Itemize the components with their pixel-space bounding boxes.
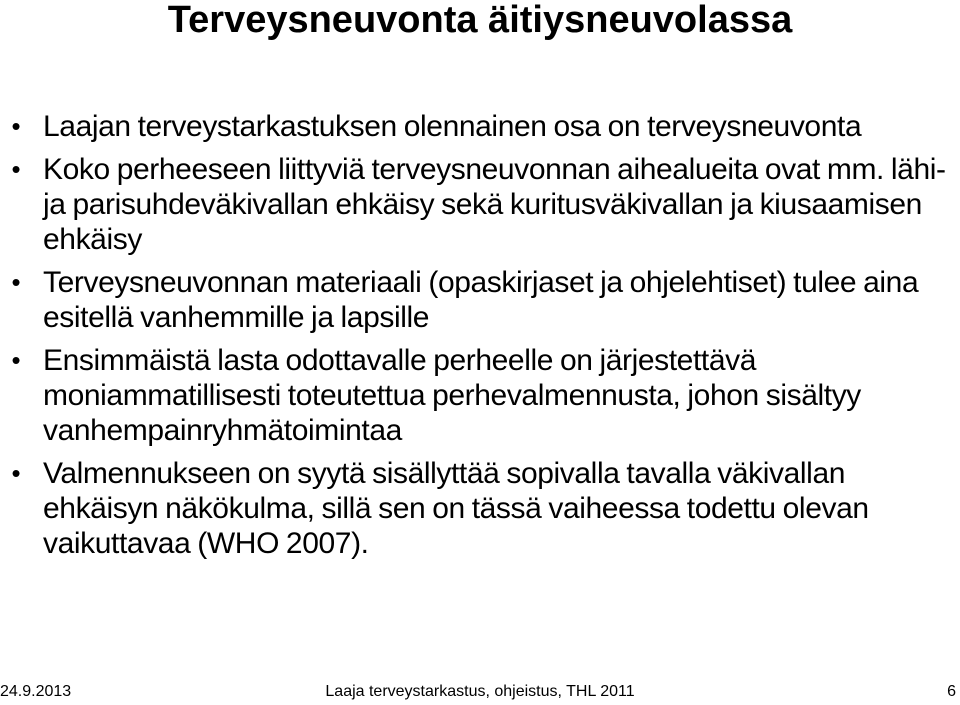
bullet-item bbox=[0, 456, 960, 561]
slide-footer bbox=[0, 682, 960, 702]
slide-title: Terveysneuvonta äitiysneuvolassa bbox=[167, 0, 793, 41]
bullet-item bbox=[0, 109, 960, 144]
bullet-item bbox=[0, 265, 960, 335]
bullet-text: Terveysneuvonnan materiaali (opaskirjaset ja ohjelehtiset) tulee aina esitellä vanhemmille ja lapsille bbox=[43, 266, 919, 334]
bullet-item bbox=[0, 343, 960, 448]
bullet-text: Laajan terveystarkastuksen olennainen osa on terveysneuvonta bbox=[43, 110, 862, 143]
bullet-icon: • bbox=[11, 267, 21, 297]
bullet-text: Valmennukseen on syytä sisällyttää sopivalla tavalla väkivallan ehkäisyn näkökulma, sillä sen on tässä vaiheessa todettu olevan vaikuttavaa (WHO 2007). bbox=[43, 457, 869, 560]
bullet-icon: • bbox=[11, 111, 21, 141]
bullet-icon: • bbox=[11, 154, 21, 184]
page-number: 6 bbox=[947, 683, 956, 700]
bullet-text: Koko perheeseen liittyviä terveysneuvonnan aihealueita ovat mm. lähi- ja parisuhdeväkivallan ehkäisy sekä kuritusväkivallan ja kiusaamisen ehkäisy bbox=[43, 153, 946, 256]
bullet-item bbox=[0, 152, 960, 257]
footer-source: Laaja terveystarkastus, ohjeistus, THL 2011 bbox=[325, 683, 635, 700]
bullet-list bbox=[0, 109, 960, 561]
footer-date: 24.9.2013 bbox=[0, 683, 72, 700]
bullet-icon: • bbox=[11, 458, 21, 488]
bullet-icon: • bbox=[11, 345, 21, 375]
bullet-text: Ensimmäistä lasta odottavalle perheelle on järjestettävä moniammatillisesti toteutettua perhevalmennusta, johon sisältyy vanhempainryhmätoimintaa bbox=[43, 344, 861, 447]
